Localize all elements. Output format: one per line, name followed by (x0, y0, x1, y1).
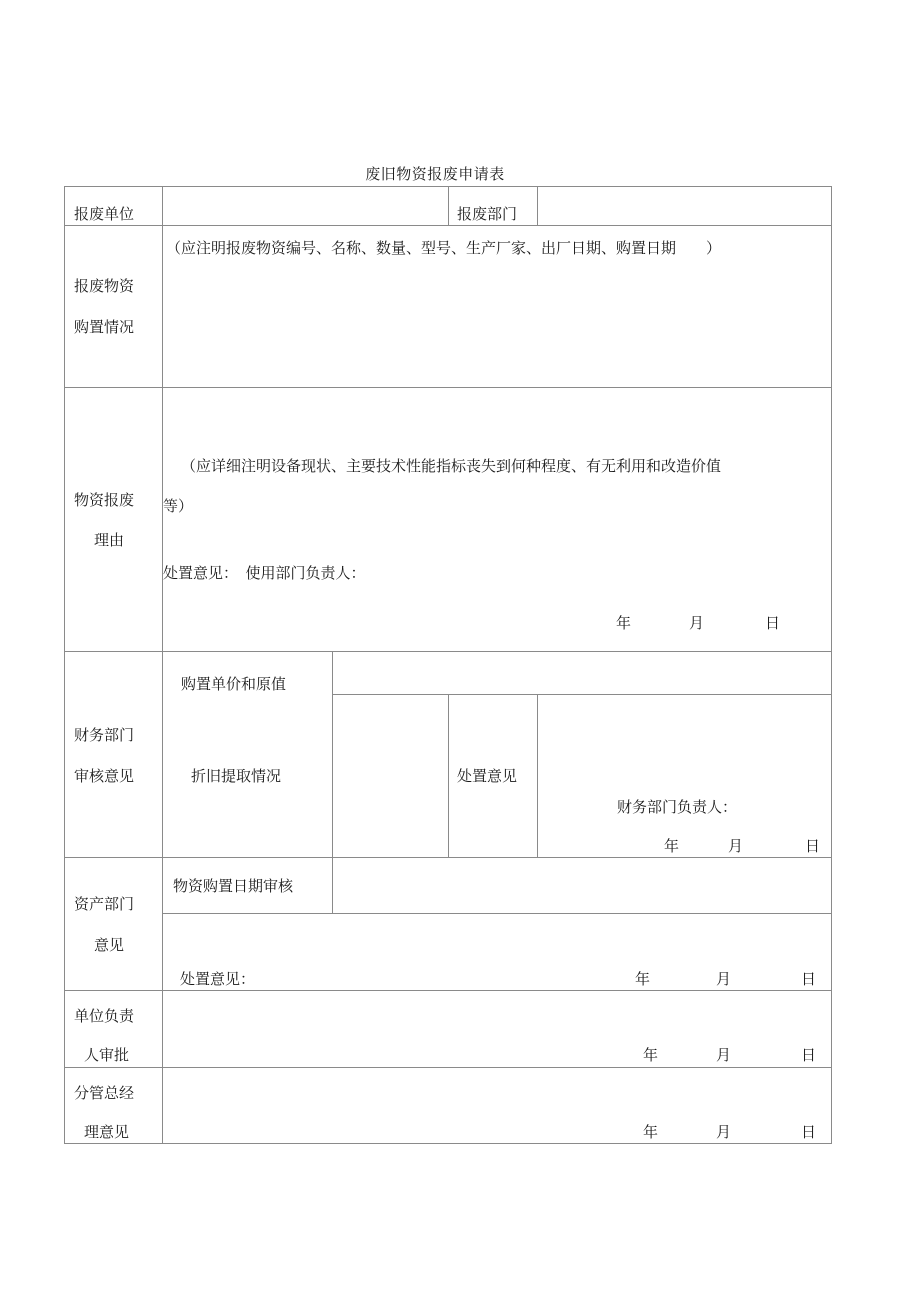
unit-head-label: 单位负责 (74, 1007, 135, 1025)
table-border-right (831, 186, 832, 1144)
date-day-label: 日 (801, 970, 817, 988)
scrap-reason-instruction: （应详细注明设备现状、主要技术性能指标丧失到何种程度、有无利用和改造价值 (181, 457, 722, 475)
scrap-reason-field[interactable] (163, 388, 831, 651)
finance-opinion-field[interactable] (538, 695, 831, 857)
asset-opinion-field[interactable] (163, 914, 831, 990)
date-month-label: 月 (716, 970, 732, 988)
finance-opinion-label: 处置意见 (457, 767, 518, 785)
scrap-reason-instruction: 等） (163, 497, 194, 515)
asset-dept-label: 资产部门 (74, 895, 135, 913)
date-year-label: 年 (635, 970, 651, 988)
gm-opinion-label: 分管总经 (74, 1084, 135, 1102)
asset-dept-label: 意见 (94, 936, 125, 954)
scrap-unit-label: 报废单位 (74, 205, 135, 223)
date-day-label: 日 (801, 1046, 817, 1064)
finance-review-label: 审核意见 (74, 767, 135, 785)
date-month-label: 月 (689, 614, 705, 632)
date-year-label: 年 (643, 1123, 659, 1141)
scrap-dept-field[interactable] (538, 187, 831, 225)
scrap-reason-label: 理由 (94, 531, 125, 549)
scrap-dept-label: 报废部门 (457, 205, 518, 223)
purchase-date-review-field[interactable] (333, 858, 831, 913)
gm-opinion-label: 理意见 (84, 1123, 130, 1141)
table-border-left (64, 186, 65, 1144)
date-day-label: 日 (805, 837, 821, 855)
purchase-price-field[interactable] (333, 652, 831, 694)
finance-head-label: 财务部门负责人： (617, 798, 738, 816)
date-month-label: 月 (716, 1046, 732, 1064)
date-year-label: 年 (664, 837, 680, 855)
gm-opinion-field[interactable] (163, 1068, 831, 1143)
purchase-info-label: 购置情况 (74, 318, 135, 336)
asset-opinion-label: 处置意见： (180, 970, 256, 988)
purchase-info-instruction: （应注明报废物资编号、名称、数量、型号、生产厂家、出厂日期、购置日期 ） (166, 239, 722, 257)
purchase-price-label: 购置单价和原值 (181, 675, 287, 693)
date-month-label: 月 (728, 837, 744, 855)
depreciation-label: 折旧提取情况 (191, 767, 282, 785)
scrap-reason-label: 物资报废 (74, 491, 135, 509)
user-dept-opinion-label: 处置意见： 使用部门负责人： (163, 564, 366, 582)
column-divider (448, 186, 449, 226)
date-year-label: 年 (616, 614, 632, 632)
table-border-bottom (64, 1143, 832, 1144)
scrap-unit-field[interactable] (163, 187, 448, 225)
depreciation-field[interactable] (333, 695, 448, 857)
date-month-label: 月 (716, 1123, 732, 1141)
purchase-date-review-label: 物资购置日期审核 (173, 877, 294, 895)
purchase-info-label: 报废物资 (74, 277, 135, 295)
date-year-label: 年 (643, 1046, 659, 1064)
purchase-info-field[interactable] (163, 226, 831, 387)
column-divider (448, 694, 449, 858)
unit-head-label: 人审批 (84, 1046, 130, 1064)
date-day-label: 日 (801, 1123, 817, 1141)
date-day-label: 日 (765, 614, 781, 632)
finance-review-label: 财务部门 (74, 726, 135, 744)
page-title: 废旧物资报废申请表 (365, 165, 505, 183)
unit-head-approval-field[interactable] (163, 991, 831, 1067)
